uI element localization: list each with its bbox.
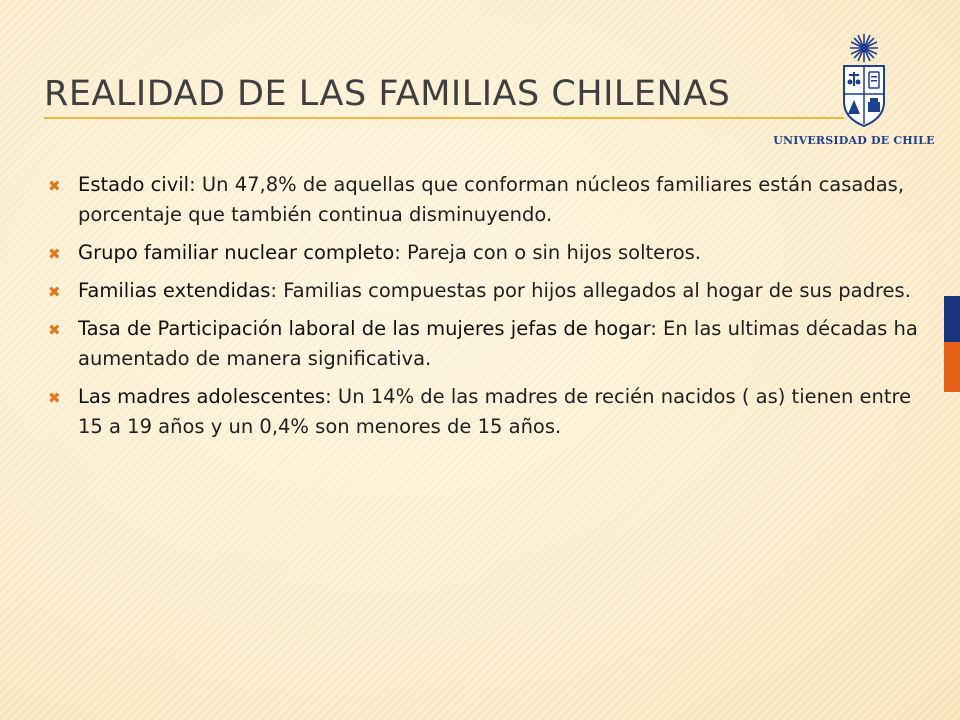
bullet-text: : Un 14% de las madres de recién nacidos ( as) tienen entre 15 a 19 años y un 0,4% son menores de 15 años. <box>78 385 912 438</box>
bullet-term: Familias extendidas <box>78 279 271 302</box>
university-crest-icon <box>836 32 892 128</box>
bullet-term: Estado civil <box>78 173 190 196</box>
x-mark-icon: ✖ <box>48 283 61 301</box>
x-mark-icon: ✖ <box>48 177 61 195</box>
side-tab-blue <box>944 296 960 342</box>
bullet-term: Tasa de Participación laboral de las mujeres jefas de hogar <box>78 317 651 340</box>
bullet-list <box>46 170 926 442</box>
bullet-item <box>46 276 926 306</box>
side-tab-orange <box>944 342 960 392</box>
bullet-text: : Pareja con o sin hijos solteros. <box>394 241 702 264</box>
bullet-term: Las madres adolescentes <box>78 385 326 408</box>
bullet-item <box>46 170 926 230</box>
bullet-text: : Familias compuestas por hijos allegados al hogar de sus padres. <box>270 279 911 302</box>
slide-title: REALIDAD DE LAS FAMILIAS CHILENAS <box>44 74 731 114</box>
title-underline <box>44 117 844 119</box>
bullet-item <box>46 314 926 374</box>
x-mark-icon: ✖ <box>48 245 61 263</box>
bullet-text: : Un 47,8% de aquellas que conforman núcleos familiares están casadas, porcentaje que también continua disminuyendo. <box>78 173 905 226</box>
bullet-item <box>46 382 926 442</box>
bullet-item <box>46 238 926 268</box>
university-name: UNIVERSIDAD DE CHILE <box>773 134 935 147</box>
x-mark-icon: ✖ <box>48 321 61 339</box>
x-mark-icon: ✖ <box>48 389 61 407</box>
bullet-term: Grupo familiar nuclear completo <box>78 241 395 264</box>
bullet-text: : En las ultimas décadas ha aumentado de manera significativa. <box>78 317 918 370</box>
